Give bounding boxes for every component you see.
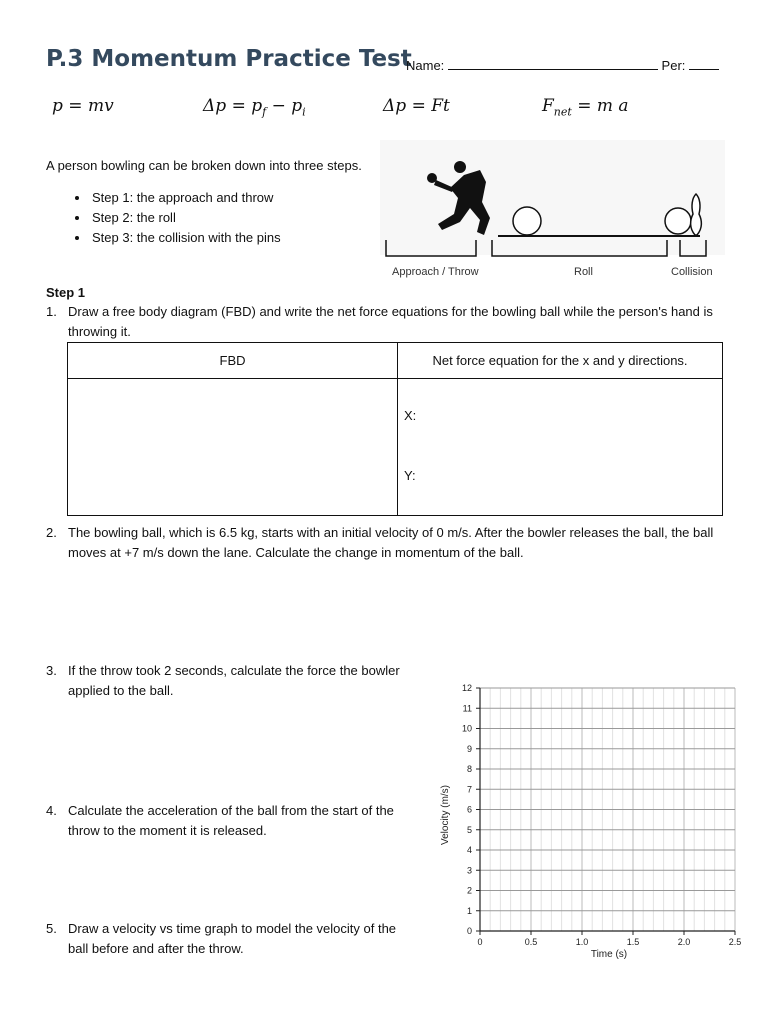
x-tick-label: 1.5 — [626, 937, 640, 947]
equation-delta-p: $\Delta p = p_f - p_i$ — [203, 96, 306, 119]
x-tick-label: 2.5 — [728, 937, 742, 947]
fbd-table — [67, 342, 723, 516]
steps-list — [46, 190, 281, 250]
question-number: 5. — [46, 921, 57, 936]
x-axis-label: Time (s) — [590, 949, 628, 960]
eq1-lhs: p — [52, 96, 63, 116]
chart-ticks — [462, 683, 741, 947]
eq3-rhs: Ft — [431, 96, 450, 116]
table-header-net-force: Net force equation for the x and y directions. — [398, 343, 723, 379]
question-number: 4. — [46, 803, 57, 818]
y-tick-label: 6 — [466, 804, 472, 815]
x-label: X: — [404, 408, 417, 423]
question-2 — [46, 523, 726, 563]
net-force-answer-area[interactable] — [398, 379, 723, 516]
ball-collision — [665, 208, 691, 234]
equation-impulse: Δp = Ft — [383, 96, 450, 116]
question-4 — [46, 801, 411, 841]
y-label: Y: — [404, 468, 416, 483]
eq2-i-sub: i — [302, 105, 306, 119]
y-tick-label: 10 — [461, 723, 472, 734]
list-item: • Step 3: the collision with the pins — [90, 230, 281, 245]
y-tick-label: 8 — [466, 764, 472, 774]
intro-text: A person bowling can be broken down into three steps. — [46, 158, 362, 173]
fbd-drawing-area[interactable] — [68, 379, 398, 516]
equation-net-force: $F_{net} = m$ a — [542, 96, 629, 119]
eq2-pi: p — [291, 96, 303, 116]
y-tick-label: 12 — [461, 683, 472, 693]
x-tick-label: 0.5 — [524, 937, 538, 947]
y-tick-label: 11 — [462, 703, 472, 714]
velocity-time-graph[interactable] — [430, 675, 750, 970]
eq4-sub: net — [553, 105, 572, 119]
diagram-background — [380, 140, 725, 255]
question-3 — [46, 661, 411, 701]
y-tick-label: 1 — [466, 905, 472, 916]
question-text: The bowling ball, which is 6.5 kg, starts with an initial velocity of 0 m/s. After the bowler releases the ball, the ball moves at +7 m/s down the lane. Calculate the change in momentum of the ball. — [68, 525, 714, 560]
question-text: If the throw took 2 seconds, calculate the force the bowler applied to the ball. — [68, 663, 400, 698]
y-tick-label: 9 — [466, 743, 472, 754]
eq4-lhs: F — [542, 96, 554, 116]
bowling-diagram — [380, 140, 725, 280]
question-5 — [46, 919, 411, 959]
eq2-f-sub: f — [262, 105, 267, 119]
y-tick-label: 0 — [466, 926, 472, 936]
question-number: 3. — [46, 663, 57, 678]
question-1 — [46, 302, 726, 342]
pin-shape — [691, 194, 702, 235]
question-number: 2. — [46, 525, 57, 540]
label-approach: Approach / Throw — [392, 266, 479, 278]
page-title: P.3 Momentum Practice Test — [46, 46, 412, 72]
period-blank[interactable] — [689, 57, 719, 70]
question-number: 1. — [46, 304, 57, 319]
y-tick-label: 5 — [466, 824, 472, 835]
chart-grid — [480, 688, 735, 931]
section-heading-step1: Step 1 — [46, 285, 86, 300]
ball-roll — [513, 207, 541, 235]
label-collision: Collision — [671, 266, 713, 278]
question-text: Draw a velocity vs time graph to model the velocity of the ball before and after the throw. — [68, 921, 397, 956]
label-roll: Roll — [574, 266, 593, 278]
table-header-fbd: FBD — [68, 343, 398, 379]
list-item: • Step 1: the approach and throw — [90, 190, 281, 205]
list-item: • Step 2: the roll — [90, 210, 281, 225]
name-label: Name: — [406, 58, 445, 73]
x-tick-label: 1.0 — [575, 937, 589, 947]
y-axis-label: Velocity (m/s) — [440, 784, 451, 846]
question-text: Calculate the acceleration of the ball from the start of the throw to the moment it is released. — [68, 803, 394, 838]
eq1-rhs: mv — [87, 96, 114, 116]
eq2-lhs: Δp — [203, 96, 227, 116]
y-tick-label: 7 — [466, 784, 472, 795]
y-tick-label: 2 — [466, 885, 472, 896]
per-label: Per: — [661, 58, 686, 73]
name-field — [406, 57, 719, 73]
eq2-pf: p — [251, 96, 263, 116]
x-tick-label: 2.0 — [677, 937, 691, 947]
y-tick-label: 4 — [466, 845, 472, 855]
equation-momentum: p = mv — [52, 96, 114, 116]
name-blank[interactable] — [448, 57, 658, 70]
eq4-rhs: m a — [596, 96, 629, 116]
question-text: Draw a free body diagram (FBD) and write the net force equations for the bowling ball while the person's hand is throwing it. — [68, 304, 713, 339]
x-tick-label: 0 — [477, 937, 483, 947]
y-tick-label: 3 — [466, 865, 472, 876]
eq3-lhs: Δp — [383, 96, 407, 116]
